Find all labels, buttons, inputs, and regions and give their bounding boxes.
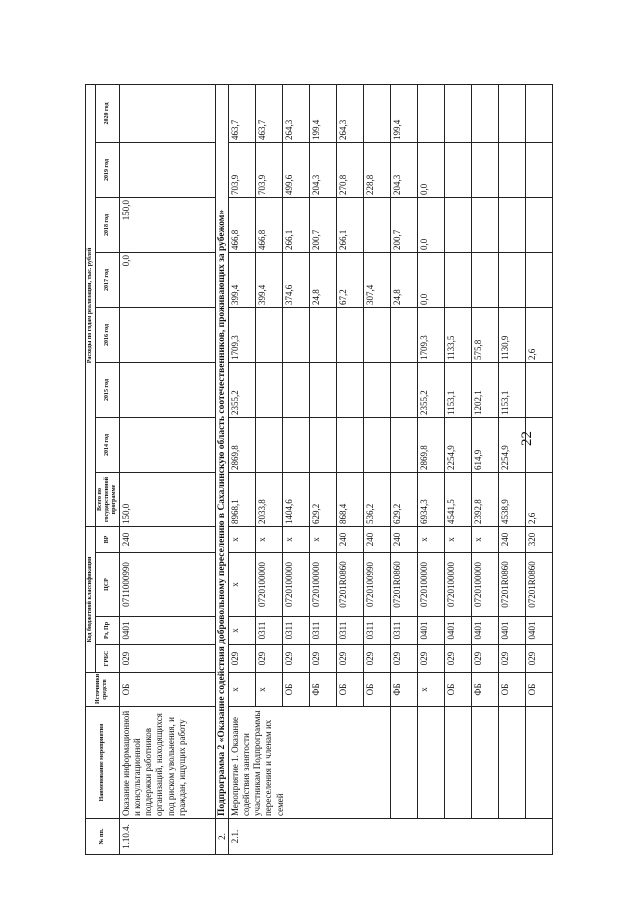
subprogram-no: 2. xyxy=(215,819,228,855)
cell-y2019: 204,3 xyxy=(390,142,417,197)
cell-y2019: 703,9 xyxy=(255,142,282,197)
row-y2017: 0,0 xyxy=(119,252,215,307)
cell-grbs: 029 xyxy=(417,645,444,673)
cell-grbs: 029 xyxy=(255,645,282,673)
cell-total: 2,6 xyxy=(525,472,552,526)
header-year-2016: 2016 год xyxy=(95,307,119,362)
cell-y2020 xyxy=(363,84,390,142)
cell-y2015 xyxy=(309,362,336,417)
header-kbk: Код бюджетной классификации xyxy=(86,526,96,672)
cell-rzpr: 0311 xyxy=(309,617,336,645)
row-grbs: 029 xyxy=(119,645,215,673)
cell-y2019 xyxy=(471,142,498,197)
cell-y2014 xyxy=(336,417,363,472)
cell-y2017 xyxy=(525,252,552,307)
table-row xyxy=(525,84,552,854)
event-name: Мероприятие 1. Оказание содействия занятости участникам Подпрограммы переселения и членам их семей xyxy=(228,707,390,819)
cell-y2020: 199,4 xyxy=(390,84,417,142)
empty-name-cell xyxy=(498,707,525,819)
table-row xyxy=(228,84,255,854)
row-y2020 xyxy=(119,84,215,142)
cell-csr: 0720100000 xyxy=(309,553,336,617)
cell-total: 6934,3 xyxy=(417,472,444,526)
cell-y2015: 1202,1 xyxy=(471,362,498,417)
cell-y2015 xyxy=(363,362,390,417)
cell-rzpr: 0401 xyxy=(498,617,525,645)
row-vr: 240 xyxy=(119,526,215,552)
cell-y2015 xyxy=(525,362,552,417)
table-row xyxy=(417,84,444,854)
cell-vr: 320 xyxy=(525,526,552,552)
cell-grbs: 029 xyxy=(336,645,363,673)
cell-y2015 xyxy=(336,362,363,417)
cell-y2016 xyxy=(363,307,390,362)
cell-y2018: 0,0 xyxy=(417,197,444,252)
cell-source: х xyxy=(255,673,282,707)
header-source: Источники средств xyxy=(86,673,120,707)
cell-y2018: 200,7 xyxy=(390,197,417,252)
cell-rzpr: х xyxy=(228,617,255,645)
cell-total: 4538,9 xyxy=(498,472,525,526)
cell-y2018: 466,8 xyxy=(228,197,255,252)
header-name: Наименование мероприятия xyxy=(86,707,120,819)
cell-source: ОБ xyxy=(444,673,471,707)
cell-rzpr: 0311 xyxy=(255,617,282,645)
cell-y2018 xyxy=(498,197,525,252)
cell-y2020 xyxy=(444,84,471,142)
cell-y2020: 463,7 xyxy=(228,84,255,142)
cell-y2016: 575,8 xyxy=(471,307,498,362)
cell-vr: 240 xyxy=(390,526,417,552)
cell-y2017: 67,2 xyxy=(336,252,363,307)
cell-y2016: 1130,9 xyxy=(498,307,525,362)
cell-source: ОБ xyxy=(336,673,363,707)
cell-vr: х xyxy=(471,526,498,552)
cell-y2017: 374,6 xyxy=(282,252,309,307)
header-no: № пп. xyxy=(86,819,120,855)
cell-y2017: 0,0 xyxy=(417,252,444,307)
header-year-2018: 2018 год xyxy=(95,197,119,252)
cell-grbs: 029 xyxy=(363,645,390,673)
row-no: 1.10.4. xyxy=(119,819,215,855)
cell-y2018 xyxy=(471,197,498,252)
cell-y2017: 307,4 xyxy=(363,252,390,307)
cell-y2020 xyxy=(525,84,552,142)
cell-total: 2392,8 xyxy=(471,472,498,526)
cell-y2018: 266,1 xyxy=(336,197,363,252)
cell-y2017 xyxy=(444,252,471,307)
cell-y2019: 270,8 xyxy=(336,142,363,197)
event-no: 2.1. xyxy=(228,819,552,855)
cell-source: ФБ xyxy=(471,673,498,707)
cell-vr: х xyxy=(444,526,471,552)
cell-y2015 xyxy=(255,362,282,417)
cell-y2020: 264,3 xyxy=(336,84,363,142)
empty-name-cell xyxy=(525,707,552,819)
row-y2019 xyxy=(119,142,215,197)
cell-y2014: 614,9 xyxy=(471,417,498,472)
cell-source: ОБ xyxy=(498,673,525,707)
cell-y2015: 2355,2 xyxy=(417,362,444,417)
cell-source: ФБ xyxy=(390,673,417,707)
cell-y2018: 200,7 xyxy=(309,197,336,252)
budget-table xyxy=(85,84,553,855)
cell-y2019: 703,9 xyxy=(228,142,255,197)
cell-csr: 0720100000 xyxy=(471,553,498,617)
cell-total: 2033,8 xyxy=(255,472,282,526)
cell-y2016 xyxy=(282,307,309,362)
cell-csr: 07201R0860 xyxy=(336,553,363,617)
cell-source: ОБ xyxy=(363,673,390,707)
cell-y2018 xyxy=(363,197,390,252)
cell-y2019 xyxy=(525,142,552,197)
cell-y2016 xyxy=(390,307,417,362)
row-1-10-4 xyxy=(119,84,215,854)
cell-grbs: 029 xyxy=(498,645,525,673)
cell-y2018 xyxy=(525,197,552,252)
header-expenses: Расходы по годам реализации, тыс. рублей xyxy=(86,84,96,526)
table-row xyxy=(498,84,525,854)
cell-y2019: 499,6 xyxy=(282,142,309,197)
cell-y2018 xyxy=(444,197,471,252)
cell-grbs: 029 xyxy=(525,645,552,673)
cell-y2016 xyxy=(336,307,363,362)
cell-y2020 xyxy=(498,84,525,142)
cell-y2019 xyxy=(444,142,471,197)
cell-y2014: 2869,8 xyxy=(228,417,255,472)
cell-y2015: 1153,1 xyxy=(498,362,525,417)
cell-total: 629,2 xyxy=(390,472,417,526)
cell-y2014 xyxy=(282,417,309,472)
cell-y2014 xyxy=(255,417,282,472)
header-year-2017: 2017 год xyxy=(95,252,119,307)
cell-vr: 240 xyxy=(336,526,363,552)
cell-y2014: 2254,9 xyxy=(498,417,525,472)
subprogram-title: Подпрограмма 2 «Оказание содействия добровольному переселению в Сахалинскую область соотечественников, проживающих за рубежом» xyxy=(215,84,228,818)
header-year-2014: 2014 год xyxy=(95,417,119,472)
cell-y2016: 2,6 xyxy=(525,307,552,362)
header-year-2019: 2019 год xyxy=(95,142,119,197)
cell-rzpr: 0401 xyxy=(471,617,498,645)
cell-csr: 07201R0860 xyxy=(498,553,525,617)
cell-y2020: 463,7 xyxy=(255,84,282,142)
cell-csr: 0720100000 xyxy=(255,553,282,617)
event-2-1-rows xyxy=(228,84,552,854)
cell-y2017 xyxy=(498,252,525,307)
cell-source: ФБ xyxy=(309,673,336,707)
cell-csr: 07201R0860 xyxy=(390,553,417,617)
cell-total: 1404,6 xyxy=(282,472,309,526)
cell-rzpr: 0311 xyxy=(363,617,390,645)
cell-y2019: 204,3 xyxy=(309,142,336,197)
cell-y2015: 1153,1 xyxy=(444,362,471,417)
cell-rzpr: 0311 xyxy=(390,617,417,645)
page-number: 22 xyxy=(519,431,535,446)
row-y2015 xyxy=(119,362,215,417)
cell-total: 629,2 xyxy=(309,472,336,526)
table-row xyxy=(444,84,471,854)
cell-y2016 xyxy=(255,307,282,362)
header-total: Всего по государственной программе xyxy=(95,472,119,526)
cell-source: ОБ xyxy=(282,673,309,707)
cell-y2014 xyxy=(390,417,417,472)
cell-rzpr: 0311 xyxy=(282,617,309,645)
empty-name-cell xyxy=(444,707,471,819)
cell-vr: х xyxy=(309,526,336,552)
header-year-2015: 2015 год xyxy=(95,362,119,417)
header-year-2020: 2020 год xyxy=(95,84,119,142)
row-total: 150,0 xyxy=(119,472,215,526)
header-rzpr: Рз, Пр xyxy=(95,617,119,645)
empty-name-cell xyxy=(390,707,417,819)
cell-y2019 xyxy=(498,142,525,197)
cell-vr: х xyxy=(255,526,282,552)
cell-source: ОБ xyxy=(525,673,552,707)
cell-y2017: 24,8 xyxy=(309,252,336,307)
cell-grbs: 029 xyxy=(444,645,471,673)
cell-source: х xyxy=(228,673,255,707)
cell-csr: 07201R0860 xyxy=(525,553,552,617)
cell-y2015: 2355,2 xyxy=(228,362,255,417)
cell-grbs: 029 xyxy=(390,645,417,673)
cell-y2017: 399,4 xyxy=(228,252,255,307)
cell-total: 4541,5 xyxy=(444,472,471,526)
row-csr: 0711000990 xyxy=(119,553,215,617)
cell-y2017 xyxy=(471,252,498,307)
cell-y2020: 199,4 xyxy=(309,84,336,142)
cell-y2016 xyxy=(309,307,336,362)
cell-csr: 0720100990 xyxy=(363,553,390,617)
cell-y2014: 2869,8 xyxy=(417,417,444,472)
subprogram-row xyxy=(215,84,228,854)
cell-rzpr: 0311 xyxy=(336,617,363,645)
cell-vr: 240 xyxy=(363,526,390,552)
cell-grbs: 029 xyxy=(309,645,336,673)
row-name: Оказание информационной и консультационной поддержки работников организаций, находящихся под риском увольнения, и граждан, ищущих работу xyxy=(119,707,215,819)
cell-y2014 xyxy=(363,417,390,472)
cell-y2020 xyxy=(417,84,444,142)
cell-rzpr: 0401 xyxy=(525,617,552,645)
cell-y2020 xyxy=(471,84,498,142)
cell-y2016: 1709,3 xyxy=(417,307,444,362)
cell-grbs: 029 xyxy=(228,645,255,673)
cell-vr: х xyxy=(228,526,255,552)
cell-y2014 xyxy=(309,417,336,472)
cell-y2016: 1133,5 xyxy=(444,307,471,362)
cell-y2014: 2254,9 xyxy=(444,417,471,472)
cell-y2015 xyxy=(390,362,417,417)
cell-total: 868,4 xyxy=(336,472,363,526)
cell-y2019: 228,8 xyxy=(363,142,390,197)
cell-grbs: 029 xyxy=(282,645,309,673)
cell-y2016: 1709,3 xyxy=(228,307,255,362)
cell-csr: х xyxy=(228,553,255,617)
header-row-1 xyxy=(86,84,96,854)
cell-y2018: 266,1 xyxy=(282,197,309,252)
cell-y2014 xyxy=(525,417,552,472)
cell-vr: х xyxy=(282,526,309,552)
cell-y2019: 0,0 xyxy=(417,142,444,197)
header-vr: ВР xyxy=(95,526,119,552)
cell-csr: 0720100000 xyxy=(417,553,444,617)
cell-vr: 240 xyxy=(498,526,525,552)
cell-rzpr: 0401 xyxy=(444,617,471,645)
row-source: ОБ xyxy=(119,673,215,707)
empty-name-cell xyxy=(471,707,498,819)
cell-csr: 0720100000 xyxy=(282,553,309,617)
cell-y2017: 399,4 xyxy=(255,252,282,307)
cell-vr: х xyxy=(417,526,444,552)
cell-rzpr: 0401 xyxy=(417,617,444,645)
row-y2018: 150,0 xyxy=(119,197,215,252)
table-row xyxy=(390,84,417,854)
cell-csr: 0720100000 xyxy=(444,553,471,617)
cell-source: х xyxy=(417,673,444,707)
row-y2014 xyxy=(119,417,215,472)
cell-grbs: 029 xyxy=(471,645,498,673)
cell-total: 8968,1 xyxy=(228,472,255,526)
cell-y2018: 466,8 xyxy=(255,197,282,252)
empty-name-cell xyxy=(417,707,444,819)
row-rzpr: 0401 xyxy=(119,617,215,645)
budget-table-wrapper xyxy=(85,85,537,855)
cell-y2015 xyxy=(282,362,309,417)
cell-total: 536,2 xyxy=(363,472,390,526)
row-y2016 xyxy=(119,307,215,362)
header-grbs: ГРБС xyxy=(95,645,119,673)
header-csr: ЦСР xyxy=(95,553,119,617)
cell-y2020: 264,3 xyxy=(282,84,309,142)
table-row xyxy=(471,84,498,854)
cell-y2017: 24,8 xyxy=(390,252,417,307)
